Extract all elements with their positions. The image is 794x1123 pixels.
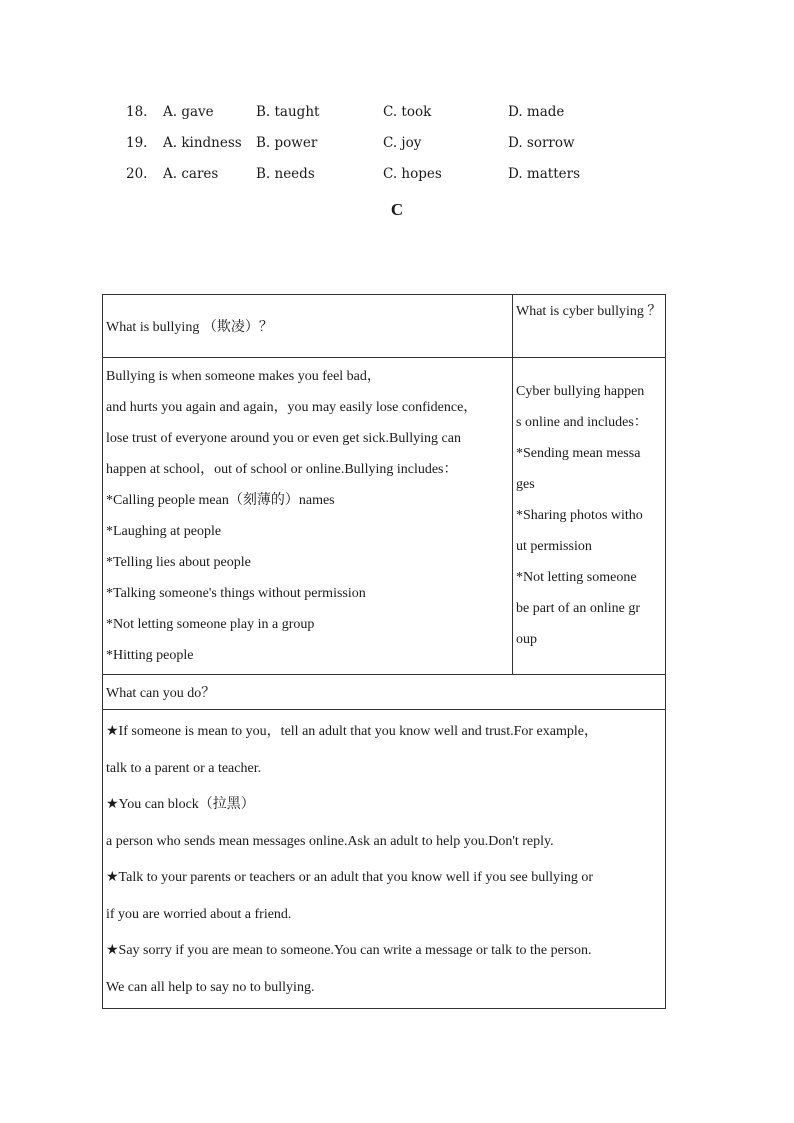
cyber-line: s online and includes： (516, 415, 648, 430)
option-c: C. hopes (383, 166, 442, 182)
bullying-line: happen at school，out of school or online.Bullying includes： (106, 462, 458, 477)
bullying-description-cell (103, 358, 513, 675)
bullying-line: *Talking someone's things without permission (106, 586, 366, 601)
cyber-header: What is cyber bullying ？ (516, 304, 662, 319)
option-b: B. power (256, 135, 318, 151)
cyber-line: *Sending mean messa (516, 446, 641, 461)
bullying-line: *Laughing at people (106, 524, 222, 539)
question-number: 20. (126, 166, 148, 182)
option-b: B. needs (256, 166, 315, 182)
option-a: A. gave (163, 104, 214, 120)
cyber-line: ges (516, 477, 535, 492)
todo-line: ★You can block（拉黑） (106, 797, 255, 812)
cyber-line: ut permission (516, 539, 592, 554)
option-d: D. sorrow (508, 135, 575, 151)
todo-cell (103, 710, 666, 1009)
question-number: 19. (126, 135, 148, 151)
bullying-line: *Telling lies about people (106, 555, 251, 570)
option-d: D. matters (508, 166, 580, 182)
bullying-line: *Calling people mean（刻薄的）names (106, 493, 335, 508)
todo-line: ★Talk to your parents or teachers or an adult that you know well if you see bullying or (106, 870, 594, 885)
bullying-header: What is bullying （欺凌）？ (106, 320, 273, 335)
table-row (103, 710, 666, 1009)
question-row (0, 164, 794, 184)
table-row (103, 295, 666, 358)
cyber-line: oup (516, 632, 537, 647)
todo-line: We can all help to say no to bullying. (106, 979, 315, 995)
cyber-line: *Sharing photos witho (516, 508, 643, 523)
todo-line: talk to a parent or a teacher. (106, 760, 262, 776)
table-row (103, 358, 666, 675)
bullying-line: *Hitting people (106, 648, 194, 663)
section-heading: C (390, 200, 404, 219)
option-a: A. kindness (163, 135, 242, 151)
question-row (0, 133, 794, 153)
todo-header: What can you do？ (106, 686, 216, 701)
cyber-header-cell (513, 295, 666, 358)
bullying-line: lose trust of everyone around you or even get sick.Bullying can (106, 431, 461, 446)
option-c: C. took (383, 104, 432, 120)
cyber-line: Cyber bullying happen (516, 384, 645, 399)
bullying-header-cell (103, 295, 513, 358)
option-c: C. joy (383, 135, 422, 151)
todo-header-cell (103, 675, 666, 710)
info-table (102, 294, 666, 1009)
todo-line: if you are worried about a friend. (106, 906, 292, 922)
cyber-line: *Not letting someone (516, 570, 637, 585)
question-row (0, 102, 794, 122)
bullying-line: Bullying is when someone makes you feel bad， (106, 369, 381, 384)
todo-line: ★If someone is mean to you，tell an adult that you know well and trust.For example， (106, 724, 598, 739)
option-d: D. made (508, 104, 565, 120)
option-a: A. cares (163, 166, 219, 182)
bullying-line: *Not letting someone play in a group (106, 617, 315, 632)
cyber-description-cell (513, 358, 666, 675)
todo-line: a person who sends mean messages online.Ask an adult to help you.Don't reply. (106, 833, 554, 849)
todo-line: ★Say sorry if you are mean to someone.You can write a message or talk to the person. (106, 943, 592, 958)
question-number: 18. (126, 104, 148, 120)
option-b: B. taught (256, 104, 320, 120)
bullying-line: and hurts you again and again，you may easily lose confidence， (106, 400, 478, 415)
cyber-line: be part of an online gr (516, 601, 641, 616)
table-row (103, 675, 666, 710)
